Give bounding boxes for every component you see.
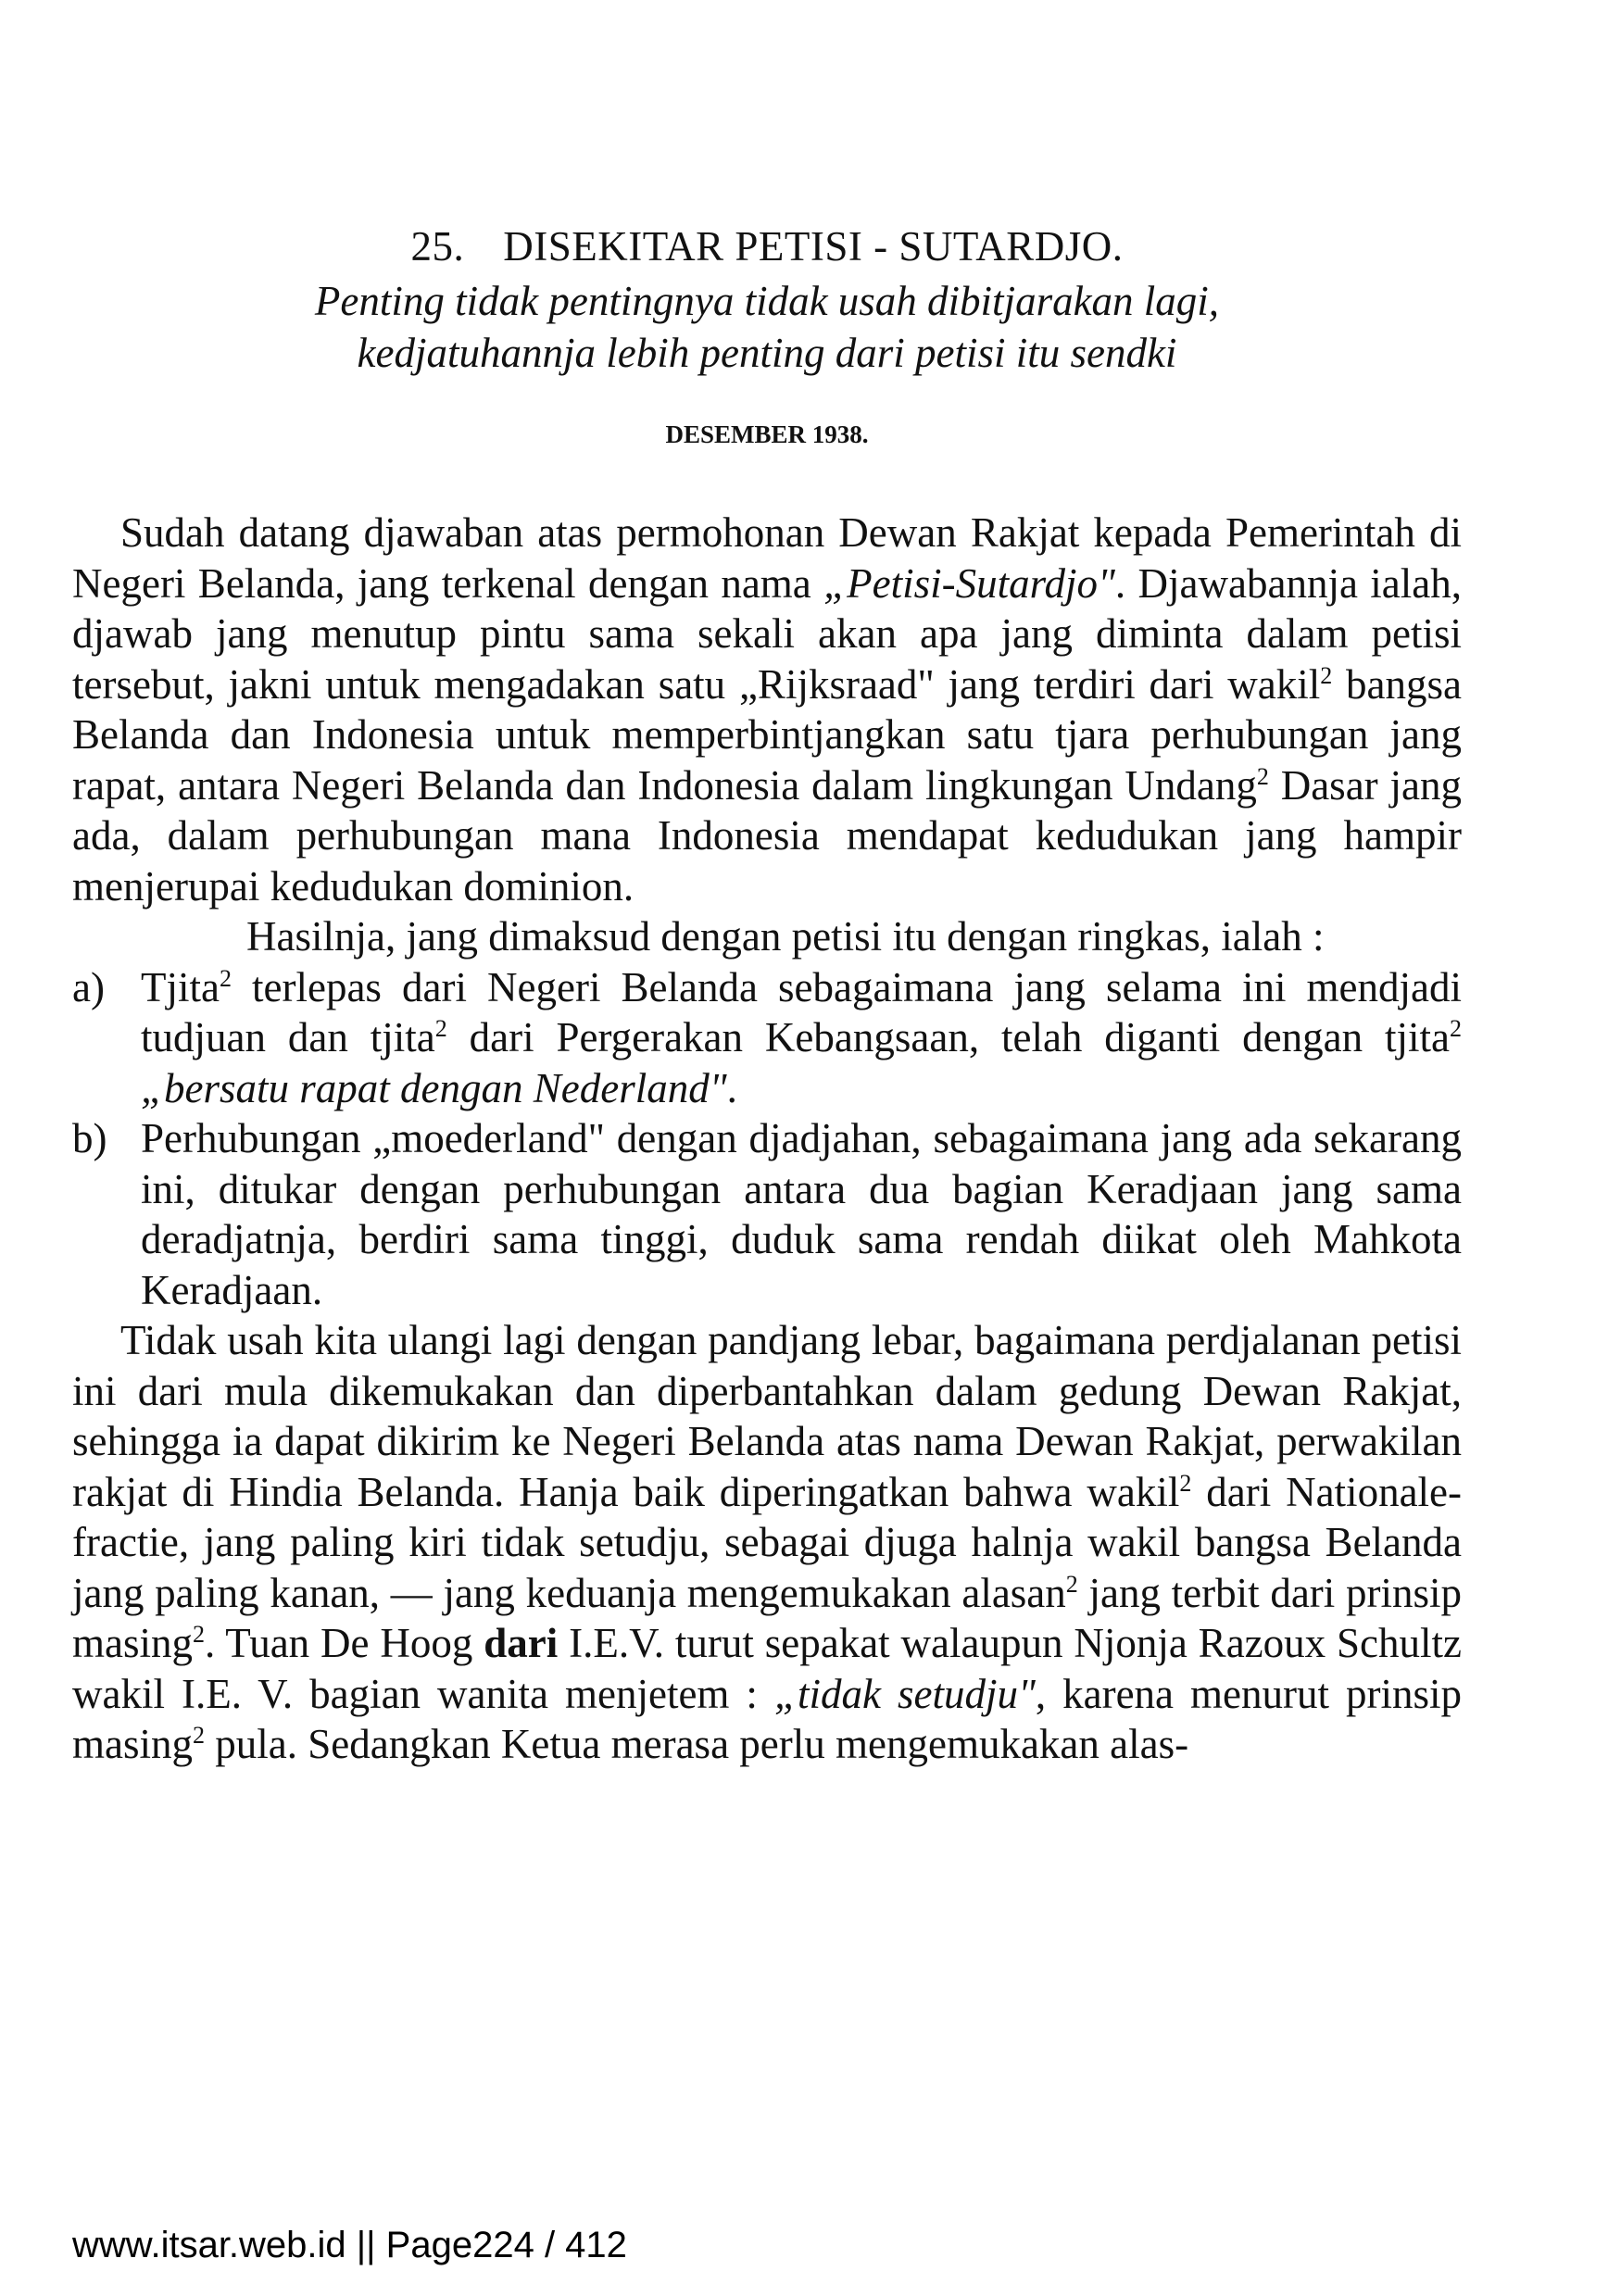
page-footer: www.itsar.web.id || Page224 / 412 — [72, 2225, 627, 2265]
paragraph-3-text-1: Tidak usah kita ulangi lagi dengan pandjang lebar, bagaimana perdjalanan petisi ini dari mula dikemukakan dan diperbantahkan dalam gedung Dewan Rakjat, sehingga ia dapat dikirim ke Negeri Belanda atas nama Dewan Rakjat, perwakilan rakjat di Hindia Belanda. Hanja baik diperingatkan bahwa wakil — [72, 1317, 1462, 1515]
paragraph-3-text-4: . Tuan De Hoog — [205, 1620, 484, 1666]
superscript-2: 2 — [219, 964, 232, 992]
superscript-2: 2 — [434, 1015, 447, 1042]
paragraph-1-text-2: . Djawabannja ialah, djawab jang menutup pintu sama sekali akan apa jang diminta dalam petisi tersebut, jakni untuk mengadakan satu „Rijksraad" jang terdiri dari wakil — [72, 559, 1462, 708]
paragraph-1-text-1: Sudah datang djawaban atas permohonan Dewan Rakjat kepada Pemerintah di Negeri Belanda, jang terkenal dengan nama — [72, 509, 1462, 607]
paragraph-3-text-7: pula. Sedangkan Ketua merasa perlu mengemukakan alas- — [205, 1721, 1189, 1767]
list-marker-a: a) — [72, 963, 105, 1010]
chapter-heading — [72, 220, 1462, 272]
chapter-title: DISEKITAR PETISI - SUTARDJO. — [503, 223, 1124, 270]
chapter-subtitle — [72, 275, 1462, 379]
list-a-text-1: Tjita — [141, 963, 220, 1010]
list-marker-b: b) — [72, 1115, 107, 1161]
paragraph-3-text-5: I.E.V. turut sepakat walaupun Njonja Razoux Schultz wakil I.E. V. bagian wanita menjetem : — [72, 1620, 1462, 1717]
superscript-2: 2 — [1256, 762, 1269, 790]
petisi-sutardjo-italic: „Petisi-Sutardjo" — [823, 559, 1115, 607]
superscript-2: 2 — [193, 1621, 205, 1648]
superscript-2: 2 — [1320, 661, 1333, 689]
superscript-2: 2 — [1065, 1570, 1078, 1598]
paragraph-1 — [72, 508, 1462, 911]
superscript-2: 2 — [1179, 1469, 1192, 1497]
list-a-text-2: terlepas dari Negeri Belanda sebagaimana jang selama ini mendjadi tudjuan dan tjita — [141, 963, 1462, 1060]
paragraph-3 — [72, 1315, 1462, 1770]
article-body — [72, 508, 1462, 1770]
paragraph-2: Hasilnja, jang dimaksud dengan petisi itu dengan ringkas, ialah : — [246, 913, 1325, 960]
superscript-2: 2 — [1450, 1015, 1462, 1042]
paragraph-3-bold: dari — [484, 1620, 559, 1666]
paragraph-3-text-3: jang terbit dari prinsip masing — [72, 1569, 1462, 1666]
list-a-italic: „bersatu rapat dengan Nederland" — [141, 1064, 727, 1111]
list-a-end: . — [726, 1064, 737, 1111]
list-content-a — [141, 962, 1462, 1114]
paragraph-3-text-2: dari Nationale-fractie, jang paling kiri tidak setudju, sebagai djuga halnja wakil bangsa Belanda jang paling kanan, — jang keduanja mengemukakan alasan — [72, 1468, 1462, 1616]
paragraph-1-text-3: bangsa Belanda dan Indonesia untuk memperbintjangkan satu tjara perhubungan jang rapat, antara Negeri Belanda dan Indonesia dalam lingkungan Undang — [72, 660, 1462, 809]
paragraph-1-text-4: Dasar jang ada, dalam perhubungan mana Indonesia mendapat kedudukan jang hampir menjerupai kedudukan dominion. — [72, 761, 1463, 910]
subtitle-line-1: Penting tidak pentingnya tidak usah dibitjarakan lagi, — [314, 278, 1220, 324]
list-item-b — [72, 1113, 1462, 1315]
paragraph-3-text-6: , karena menurut prinsip masing — [72, 1670, 1462, 1767]
list-a-text-3: dari Pergerakan Kebangsaan, telah diganti dengan tjita — [446, 1014, 1450, 1060]
subtitle-line-2: kedjatuhannja lebih penting dari petisi itu sendki — [357, 330, 1177, 376]
superscript-2: 2 — [193, 1722, 205, 1749]
list-item-a — [72, 962, 1462, 1114]
list-content-b: Perhubungan „moederland" dengan djadjahan, sebagaimana jang ada sekarang ini, ditukar dengan perhubungan antara dua bagian Keradjaan jang sama deradjatnja, berdiri sama tinggi, duduk sama rendah diikat oleh Mahkota Keradjaan. — [141, 1115, 1462, 1313]
chapter-number: 25. — [410, 223, 465, 270]
article-date: DESEMBER 1938. — [665, 420, 869, 448]
tidak-setudju-italic: „tidak setudju" — [773, 1670, 1036, 1717]
